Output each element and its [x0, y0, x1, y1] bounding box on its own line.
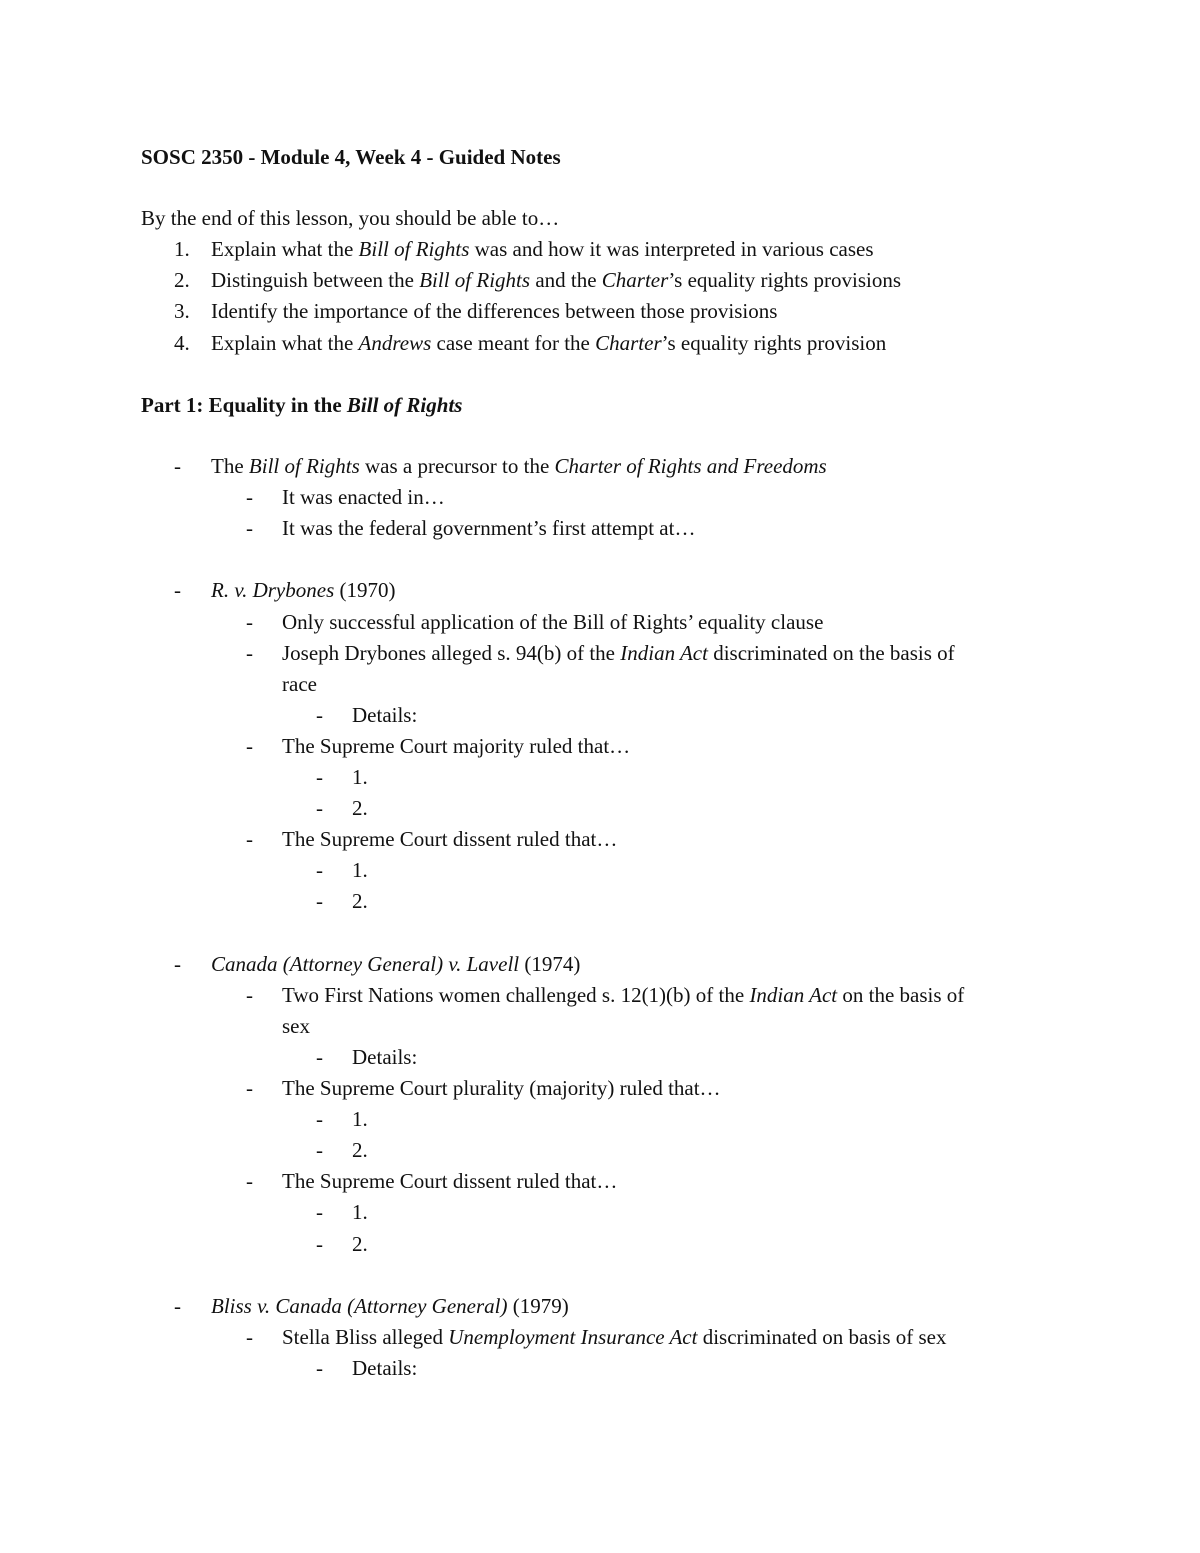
outline-segment: The Supreme Court majority ruled that… [282, 733, 631, 758]
outline-segment: was a precursor to the [359, 454, 555, 478]
objective-segment: Bill of Rights [419, 268, 531, 293]
outline-segment: 1. [352, 765, 368, 789]
outline-item-level-3 [352, 857, 368, 883]
objective-item [211, 330, 886, 356]
outline-segment: (1974) [519, 951, 581, 976]
outline-item-level-3 [352, 1355, 417, 1381]
outline-segment: (1979) [507, 1293, 569, 1318]
outline-item-level-1 [211, 453, 827, 479]
outline-item-level-3 [352, 1106, 368, 1132]
outline-item-level-2 [282, 982, 964, 1008]
outline-item-level-2 [282, 484, 445, 510]
outline-segment: 2. [352, 1138, 368, 1163]
outline-item-level-3 [352, 1137, 368, 1163]
outline-item-level-3 [352, 1231, 368, 1257]
outline-segment: 1. [352, 858, 368, 883]
outline-segment: Details: [352, 1044, 418, 1069]
outline-item-level-2 [282, 733, 630, 759]
outline-segment: discriminated on the basis of [707, 640, 955, 665]
bullet-dash: - [316, 1138, 323, 1163]
objective-segment: ’s equality rights provisions [668, 268, 902, 293]
outline-segment: It was the federal government’s first attempt at… [282, 516, 696, 541]
objective-item [211, 298, 777, 324]
bullet-dash: - [246, 827, 253, 852]
outline-segment: Joseph Drybones alleged s. 94(b) of the [282, 640, 621, 665]
outline-segment: on the basis of [837, 982, 965, 1007]
outline-segment: The Supreme Court dissent ruled that… [282, 827, 618, 852]
objective-segment: case meant for the [431, 330, 596, 355]
outline-segment: Bliss v. Canada (Attorney General) [211, 1293, 508, 1318]
outline-segment: Indian Act [749, 982, 838, 1007]
bullet-dash: - [316, 1107, 323, 1132]
outline-item-level-2 [282, 1013, 310, 1039]
outline-item-level-2 [282, 1324, 947, 1350]
outline-item-level-1 [211, 951, 580, 977]
outline-segment: The Supreme Court dissent ruled that… [282, 1169, 618, 1194]
bullet-dash: - [316, 1231, 323, 1256]
bullet-dash: - [246, 733, 253, 758]
bullet-dash: - [316, 1044, 323, 1069]
outline-item-level-3 [352, 795, 368, 821]
outline-segment: sex [282, 1013, 310, 1038]
part1-heading [141, 392, 462, 418]
objective-segment: Distinguish between the [211, 268, 420, 293]
bullet-dash: - [316, 1355, 323, 1380]
part1-heading-prefix: Part 1: Equality in the [141, 393, 347, 417]
bullet-dash: - [246, 516, 253, 541]
outline-item-level-2 [282, 609, 823, 635]
outline-segment: Canada (Attorney General) v. Lavell [211, 951, 520, 976]
outline-item-level-2 [282, 1075, 721, 1101]
bullet-dash: - [174, 578, 181, 603]
bullet-dash: - [246, 1324, 253, 1349]
bullet-dash: - [246, 609, 253, 634]
outline-item-level-3 [352, 888, 368, 914]
outline-segment: (1970) [334, 578, 396, 603]
objective-item [211, 236, 874, 262]
outline-segment: Only successful application of the Bill of Rights’ equality clause [282, 609, 824, 634]
outline-item-level-1 [211, 1293, 569, 1319]
outline-item-level-2 [282, 671, 317, 697]
outline-segment: Stella Bliss alleged [282, 1324, 449, 1349]
objective-segment: Bill of Rights [358, 237, 470, 261]
outline-item-level-2 [282, 826, 617, 852]
bullet-dash: - [316, 765, 323, 789]
part1-heading-italic: Bill of Rights [346, 393, 463, 417]
objective-segment: Andrews [358, 330, 432, 355]
objective-number: 3. [174, 299, 190, 324]
outline-segment: discriminated on basis of sex [697, 1324, 947, 1349]
objective-segment: Charter [595, 330, 662, 355]
bullet-dash: - [174, 951, 181, 976]
outline-segment: Bill of Rights [248, 454, 360, 478]
outline-item-level-2 [282, 1168, 617, 1194]
outline-segment: Details: [352, 702, 418, 727]
outline-segment: 2. [352, 889, 368, 914]
objective-segment: ’s equality rights provision [661, 330, 887, 355]
outline-item-level-3 [352, 702, 417, 728]
objective-segment: Explain what the [211, 237, 359, 261]
outline-segment: Indian Act [620, 640, 708, 665]
outline-segment: R. v. Drybones [211, 578, 335, 603]
objective-number: 4. [174, 330, 190, 355]
objective-segment: and the [530, 268, 602, 293]
document-title: SOSC 2350 - Module 4, Week 4 - Guided Notes [141, 145, 561, 169]
outline-item-level-2 [282, 515, 695, 541]
outline-segment: 2. [352, 796, 368, 821]
outline-segment: Two First Nations women challenged s. 12(1)(b) of the [282, 982, 750, 1007]
outline-segment: 1. [352, 1107, 368, 1132]
objective-segment: Charter [601, 268, 669, 293]
bullet-dash: - [174, 454, 181, 478]
bullet-dash: - [246, 640, 253, 665]
bullet-dash: - [316, 796, 323, 821]
bullet-dash: - [174, 1293, 181, 1318]
objective-item [211, 267, 901, 293]
outline-item-level-3 [352, 1044, 417, 1070]
outline-segment: The Supreme Court plurality (majority) ruled that… [282, 1076, 721, 1100]
bullet-dash: - [316, 858, 323, 883]
bullet-dash: - [246, 982, 253, 1007]
bullet-dash: - [246, 485, 253, 510]
outline-segment: 2. [352, 1231, 368, 1256]
outline-segment: Charter of Rights and Freedoms [554, 454, 827, 478]
bullet-dash: - [246, 1076, 253, 1100]
outline-segment: It was enacted in… [282, 485, 445, 510]
outline-segment: The [211, 454, 249, 478]
objective-segment: Identify the importance of the differences between those provisions [211, 299, 778, 324]
outline-item-level-3 [352, 764, 368, 790]
bullet-dash: - [246, 1169, 253, 1194]
outline-item-level-2 [282, 640, 955, 666]
objective-number: 1. [174, 237, 190, 261]
intro-text: By the end of this lesson, you should be able to… [141, 206, 560, 230]
bullet-dash: - [316, 1200, 323, 1225]
bullet-dash: - [316, 889, 323, 914]
outline-segment: 1. [352, 1200, 368, 1225]
outline-segment: race [282, 671, 317, 696]
objective-segment: was and how it was interpreted in various cases [469, 237, 874, 261]
objective-number: 2. [174, 268, 190, 293]
outline-item-level-3 [352, 1199, 368, 1225]
objective-segment: Explain what the [211, 330, 359, 355]
outline-item-level-1 [211, 577, 396, 603]
outline-segment: Details: [352, 1355, 418, 1380]
outline-segment: Unemployment Insurance Act [448, 1324, 698, 1349]
bullet-dash: - [316, 702, 323, 727]
